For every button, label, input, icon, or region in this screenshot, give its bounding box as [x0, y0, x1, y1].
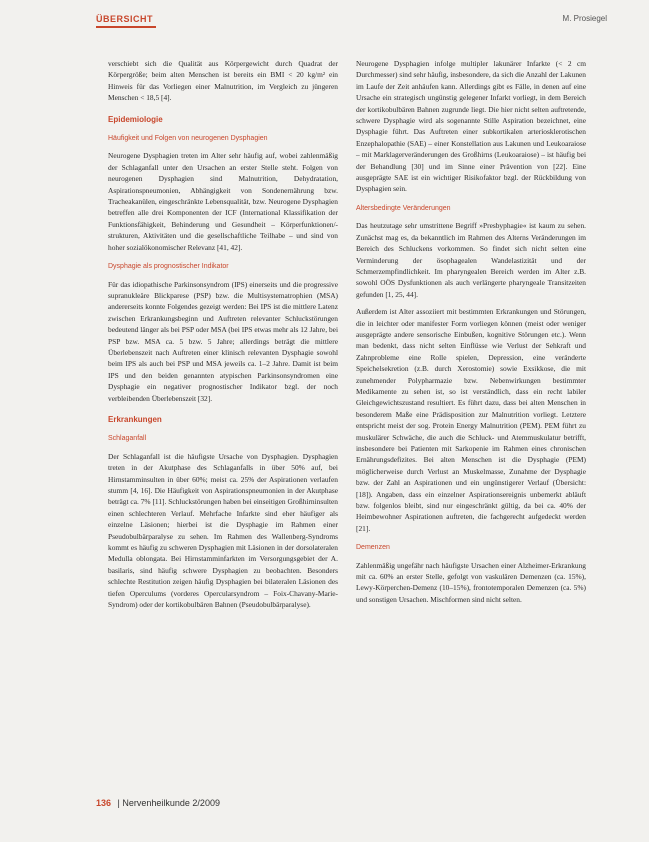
section-label: ÜBERSICHT: [96, 14, 154, 24]
subheading-demenz: Demenzen: [356, 544, 390, 552]
subheading-alter: Altersbedingte Veränderungen: [356, 204, 451, 212]
running-author: M. Prosiegel: [562, 14, 607, 23]
subheading-haeufigkeit: Häufigkeit und Folgen von neurogenen Dysphagien: [108, 135, 268, 143]
paragraph-alter-1: Das heutzutage sehr umstrittene Begriff »Presbyphagie« ist kaum zu sehen. Zunächst mag es, da bekanntlich im Rahmen des Alterns Veränderungen im Bereich des Schluckens vorkommen. So findet sich nicht selten eine Verminderung der ösophagealen Wandelastizität und der Schmerzempfindlichkeit. Im pharyngealen Bereich werden im Alter z.B. sowohl OÖS Dysfunktionen als auch verlängerte pharyngeale Transitzeiten gefunden [1, 25, 44].: [356, 221, 586, 299]
paragraph-haeufigkeit: Neurogene Dysphagien treten im Alter sehr häufig auf, wobei zahlenmäßig der Schlaganfall unter den Ursachen an erster Stelle steht. Folgen von neurogenen Dysphagien sind Malnutrition, Dehydratation, Aspirationspneumonien, Abhängigkeit von Sondenernährung bzw. Tracheakanülen, eingeschränkte Lebensqualität, bzw. Neurogene Dysphagien betreffen alle drei Komponenten der ICF (International Klassifikation der Funktionsfähigkeit, Behinderung und Gesundheit – Körperfunktionen/-strukturen, Aktivitäten und die gesellschaftliche Teilhabe – und sind von hoher sozialökonomischer Relevanz [41, 42].: [108, 151, 338, 252]
paragraph-demenz: Zahlenmäßig ungefähr nach häufigste Ursachen einer Alzheimer-Erkrankung mit ca. 60% an erster Stelle, gefolgt von vaskulären Demenzen (ca. 15%), Lewy-Körperchen-Demenz (10–15%), frontotemporalen Demenzen (ca. 5%) und sonstigen Ursachen. Mischformen sind nicht selten.: [356, 560, 586, 604]
paragraph-stroke-continued: Neurogene Dysphagien infolge multipler lakunärer Infarkte (< 2 cm Durchmesser) sind sehr häufig, insbesondere, da sich die Anzahl der Lakunen im Laufe der Zeit anhäufen kann. Allerdings gibt es Fälle, in denen auf eine Ursache ein strategisch ungünstig gelegener Infarkt vorliegt, in dem Bereich der kortikobulbären Bahnen zugrunde liegt. Die hier nicht selten auftretende, schwere Dysphagie wird als sogenannte Stille Aspiration bezeichnet, eine Dysphagie führt. Das Auftreten einer subkortikalen arteriosklerotischen Enzephalopathie (SAE) – einer Konstellation aus Lakunen und Leukoaraiose – mit Marklagerveränderungen des Großhirns (Leukoaraiose) – ist häufig bei der Behandlung [30] und im Sinne einer Prävention von [22]. Eine ausgeprägte SAE ist ein wichtiger Risikofaktor bzgl. der Rückbildung von Dysphagien sein.: [356, 59, 586, 194]
heading-erkrankungen: Erkrankungen: [108, 414, 162, 424]
subheading-schlaganfall: Schlaganfall: [108, 435, 147, 443]
journal-citation: | Nervenheilkunde 2/2009: [117, 798, 220, 808]
paragraph-schlaganfall: Der Schlaganfall ist die häufigste Ursache von Dysphagien. Dysphagien treten in der Akutphase des Schlaganfalls in über 50% auf, bei Hirnstamminsulten in über 60%; meist ca. 25% der Aspirationen verlaufen stumm [4, 16]. Die Häufigkeit von Aspirationspneumonien in der Akutphase beträgt ca. 7% [11]. Schluckstörungen haben bei einseitigen Großhirninsulten einen schlechteren Verlauf. Mehrfache Infarkte sind eher häufiger als einzelne Läsionen; hierbei ist die Dysphagie im Rahmen einer Pseudobulbärparalyse zu sehen. Im Rahmen des Wallenberg-Syndroms kommt es häufig zu schweren Dysphagien mit Läsionen in der dorsolateralen Medulla oblongata. Bei Hirnstamminfarkten im Versorgungsgebiet der A. basilaris, sind häufig schwere Dysphagien zu beobachten. Besonders schlechte Restitution zeigen häufig Dysphagien bei bilateralen Läsionen des tiefen Operculums (vorderes Opercularsyndrom – Foix-Chavany-Marie-Syndrom) oder der kortikobulbären Bahnen (Pseudobulbärparalyse).: [108, 451, 338, 610]
paragraph-intro: verschiebt sich die Qualität aus Körpergewicht durch Quadrat der Körpergröße; beim alten Menschen ist bereits ein BMI < 20 kg/m² ein Hinweis für das Vorliegen einer Malnutrition, im Vergleich zu jüngeren Menschen < 18,5 [4].: [108, 59, 338, 103]
paragraph-alter-2: Außerdem ist Alter assoziiert mit bestimmten Erkrankungen und Störungen, die in leichter oder manifester Form vorliegen können (meist oder weniger ausgeprägte andere sensorische Einbußen, kognitive Störungen etc.). Wenn man bedenkt, dass nicht selten Einflüsse wie Verlust der Sehkraft und Zahnprobleme eine Rolle spielen, Depression, eine veränderte Speichelsekretion (z.B. durch Xerostomie) sowie Exsikkose, die mit zunehmender Polypharmazie bzw. Nebenwirkungen bestimmter Medikamente zu sehen ist, so ist verständlich, dass ein recht labiler Gleichgewichtszustand resultiert. Es führt dazu, dass bei alten Menschen in besonderem Maße eine Prädisposition zur Malnutrition vorliegt. Letztere entspricht meist der sog. Protein Energy Malnutrition (PEM). PEM führt zu muskulärer Schwäche, die auch die Schluck- und Atemmuskulatur betrifft, insbesondere bei Patienten mit Sarkopenie im Rahmen eines chronischen Ernährungsdefizites. Bei alten Menschen ist die Dysphagie (PEM) möglicherweise durch Verlust an Muskelmasse, Zunahme der Dysphagie bzw. der Zahl an Aspirationen und ein ungünstigerer Verlauf (Übersicht: [18]). Angaben, dass ein einzelner Aspirationsereignis unbemerkt abläuft bzw. folgenlos bleibt, sind nur eingeschränkt gültig, da bei ca. 40% der Heimbewohner Aspirationen auftreten, die fachgerecht aufgedeckt werden [21].: [356, 307, 586, 533]
paragraph-prognose: Für das idiopathische Parkinsonsyndrom (IPS) einerseits und die progressive supranukleäre Blickparese (PSP) bzw. die Multisystematrophien (MSA) andererseits konnte Folgendes gezeigt werden: Bei IPS ist die mittlere Latenz zwischen Erkrankungsbeginn und Auftreten relevanter Schluckstörungen bedeutend länger als bei PSP oder MSA (bei IPS etwas mehr als 12 Jahre, bei PSP bzw. MSA ca. 5 bzw. 5 Jahre; allerdings beträgt die mittlere Überlebenszeit nach Auftreten einer klinisch relevanten Dysphagie sowohl beim IPS als auch bei PSP und MSA jeweils ca. 1–2 Jahre. Damit ist beim IPS und den beiden genannten atypischen Parkinsonsyndromen eine Dysphagie ein negativer prognostischer Indikator bzgl. der noch verbleibenden Überlebenszeit [32].: [108, 279, 338, 403]
page-header: [96, 14, 607, 32]
page-number: 136: [96, 798, 112, 808]
page-footer: [96, 798, 220, 808]
heading-epidemiologie: Epidemiologie: [108, 114, 163, 124]
left-column: [108, 58, 338, 616]
right-column: [356, 58, 586, 611]
subheading-prognose: Dysphagie als prognostischer Indikator: [108, 263, 229, 271]
section-rule: [96, 26, 156, 28]
